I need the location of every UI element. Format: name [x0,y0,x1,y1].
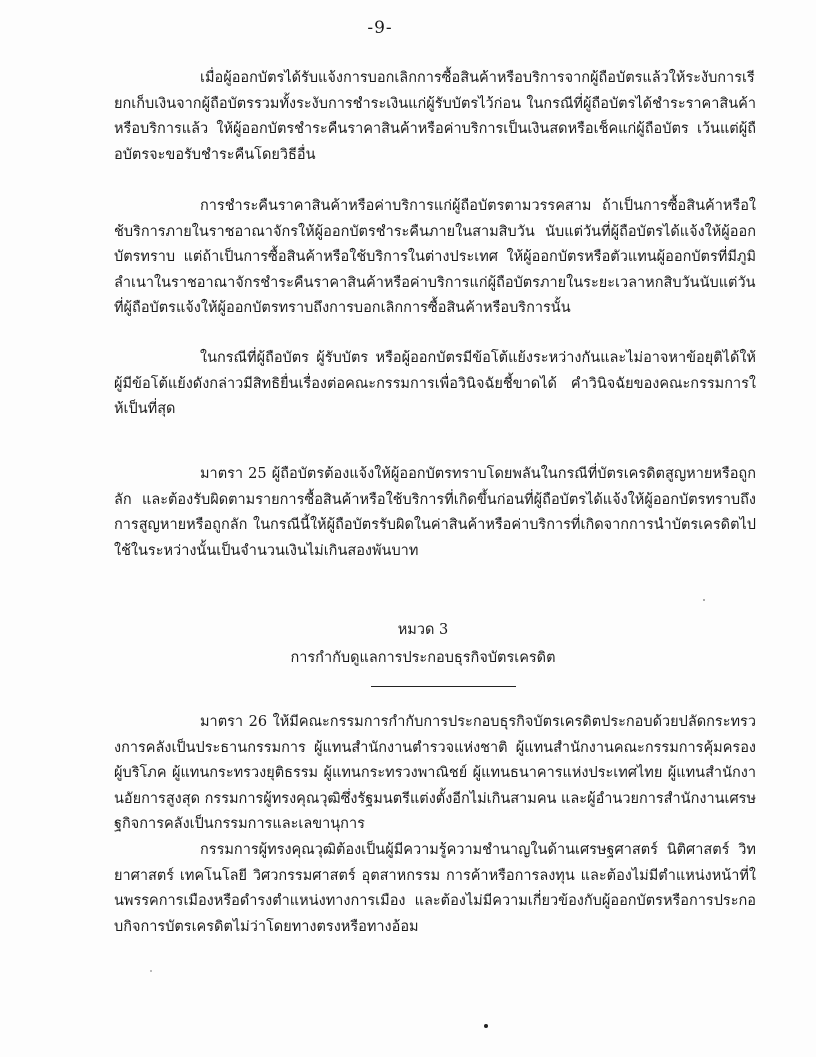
chapter-divider [371,686,516,687]
paragraph-refund: การชำระคืนราคาสินค้าหรือค่าบริการแก่ผู้ถือบัตรตามวรรคสาม ถ้าเป็นการซื้อสินค้าหรือใช้บริการภายในราชอาณาจักรให้ผู้ออกบัตรชำระคืนภายในสามสิบวัน นับแต่วันที่ผู้ถือบัตรได้แจ้งให้ผู้ออกบัตรทราบ แต่ถ้าเป็นการซื้อสินค้าหรือใช้บริการในต่างประเทศ ให้ผู้ออกบัตรหรือตัวแทนผู้ออกบัตรที่มีภูมิลำเนาในราชอาณาจักรชำระคืนราคาสินค้าหรือค่าบริการแก่ผู้ถือบัตรภายในระยะเวลาหกสิบวันนับแต่วันที่ผู้ถือบัตรแจ้งให้ผู้ออกบัตรทราบถึงการบอกเลิกการซื้อสินค้าหรือบริการนั้น [114,198,756,317]
chapter-title: การกำกับดูแลการประกอบธุรกิจบัตรเครดิต [290,650,556,666]
paragraph-cancellation: เมื่อผู้ออกบัตรได้รับแจ้งการบอกเลิกการซื้อสินค้าหรือบริการจากผู้ถือบัตรแล้วให้ระงับการเรียกเก็บเงินจากผู้ถือบัตรรวมทั้งระงับการชำระเงินแก่ผู้รับบัตรไว้ก่อน ในกรณีที่ผู้ถือบัตรได้ชำระราคาสินค้าหรือบริการแล้ว ให้ผู้ออกบัตรชำระคืนราคาสินค้าหรือค่าบริการเป็นเงินสดหรือเช็คแก่ผู้ถือบัตร เว้นแต่ผู้ถือบัตรจะขอรับชำระคืนโดยวิธีอื่น [114,70,756,163]
scan-speck [150,970,152,972]
section-26: มาตรา 26 ให้มีคณะกรรมการกำกับการประกอบธุรกิจบัตรเครดิตประกอบด้วยปลัดกระทรวงการคลังเป็นประธานกรรมการ ผู้แทนสำนักงานตำรวจแห่งชาติ ผู้แทนสำนักงานคณะกรรมการคุ้มครองผู้บริโภค ผู้แทนกระทรวงยุติธรรม ผู้แทนกระทรวงพาณิชย์ ผู้แทนธนาคารแห่งประเทศไทย ผู้แทนสำนักงานอัยการสูงสุด กรรมการผู้ทรงคุณวุฒิซึ่งรัฐมนตรีแต่งตั้งอีกไม่เกินสามคน และผู้อำนวยการสำนักงานเศรษฐกิจการคลังเป็นกรรมการและเลขานุการ [114,714,757,833]
section-25: มาตรา 25 ผู้ถือบัตรต้องแจ้งให้ผู้ออกบัตรทราบโดยพลันในกรณีที่บัตรเครดิตสูญหายหรือถูกลัก และต้องรับผิดตามรายการซื้อสินค้าหรือใช้บริการที่เกิดขึ้นก่อนที่ผู้ถือบัตรได้แจ้งให้ผู้ออกบัตรทราบถึงการสูญหายหรือถูกลัก ในกรณีนี้ให้ผู้ถือบัตรรับผิดในค่าสินค้าหรือค่าบริการที่เกิดจากการนำบัตรเครดิตไปใช้ในระหว่างนั้นเป็นจำนวนเงินไม่เกินสองพันบาท [114,466,756,559]
page-number: -9- [367,18,393,38]
paragraph-dispute: ในกรณีที่ผู้ถือบัตร ผู้รับบัตร หรือผู้ออกบัตรมีข้อโต้แย้งระหว่างกันและไม่อาจหาข้อยุติได้ให้ผู้มีข้อโต้แย้งดังกล่าวมีสิทธิยื่นเรื่องต่อคณะกรรมการเพื่อวินิจฉัยชี้ขาดได้ คำวินิจฉัยของคณะกรรมการให้เป็นที่สุด [114,350,756,418]
scan-speck [703,599,705,601]
paragraph-qualifications: กรรมการผู้ทรงคุณวุฒิต้องเป็นผู้มีความรู้ความชำนาญในด้านเศรษฐศาสตร์ นิติศาสตร์ วิทยาศาสตร์ เทคโนโลยี วิศวกรรมศาสตร์ อุตสาหกรรม การค้าหรือการลงทุน และต้องไม่มีตำแหน่งหน้าที่ในพรรคการเมืองหรือดำรงตำแหน่งทางการเมือง และต้องไม่มีความเกี่ยวข้องกับผู้ออกบัตรหรือการประกอบกิจการบัตรเครดิตไม่ว่าโดยทางตรงหรือทางอ้อม [114,842,756,935]
scan-speck [484,1024,488,1028]
chapter-label: หมวด 3 [397,622,449,638]
